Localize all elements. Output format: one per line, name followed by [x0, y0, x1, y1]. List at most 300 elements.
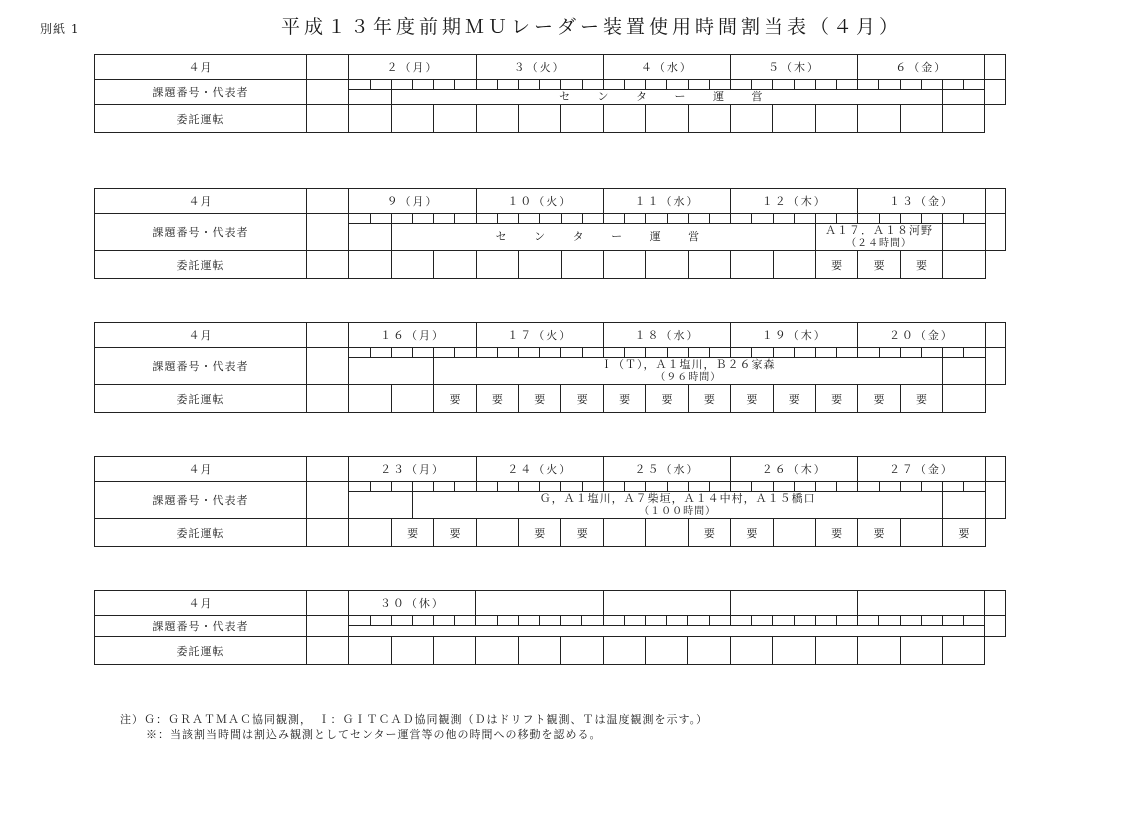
day-header [730, 591, 857, 616]
outsource-cell [942, 637, 984, 665]
time-slot [391, 348, 412, 358]
allocation-bar [815, 224, 942, 251]
blank-cell [985, 55, 1006, 80]
time-slot [858, 482, 879, 492]
outsource-cell [434, 385, 476, 413]
required-mark: 要 [746, 526, 758, 540]
time-slot [434, 348, 455, 358]
time-slot [561, 616, 582, 626]
time-slot [412, 80, 433, 90]
blank-cell [307, 348, 349, 385]
time-slot [497, 214, 518, 224]
time-slot [434, 616, 455, 626]
allocation-bar [391, 90, 942, 105]
time-slot [879, 80, 900, 90]
day-header: １９（木） [731, 323, 858, 348]
time-slot [582, 214, 603, 224]
outsource-cell [858, 637, 900, 665]
time-slot [815, 482, 836, 492]
outsource-cell [646, 519, 688, 547]
time-slot [582, 80, 603, 90]
time-slot [773, 80, 794, 90]
time-slot [752, 482, 773, 492]
outsource-cell [561, 251, 603, 279]
row-label-month: ４月 [95, 457, 307, 482]
time-slot [561, 348, 582, 358]
time-slot [476, 348, 497, 358]
row-label-outsource: 委託運転 [95, 519, 307, 547]
day-header: １６（月） [349, 323, 476, 348]
time-slot [497, 616, 518, 626]
time-slot [752, 80, 773, 90]
required-mark: 要 [873, 526, 885, 540]
time-slot [815, 348, 836, 358]
outsource-cell [391, 637, 433, 665]
time-slot [646, 616, 667, 626]
time-slot [349, 616, 370, 626]
time-slot [413, 214, 434, 224]
empty-slot [349, 90, 391, 105]
blank-cell [307, 189, 349, 214]
outsource-cell [603, 251, 645, 279]
time-slot [815, 214, 836, 224]
time-slot [731, 348, 752, 358]
time-slot [837, 214, 858, 224]
outsource-cell [730, 105, 772, 133]
time-slot [349, 214, 370, 224]
time-slot [730, 80, 751, 90]
time-slot [815, 80, 836, 90]
outsource-cell [688, 519, 730, 547]
required-mark: 要 [534, 392, 546, 406]
empty-slot [943, 224, 985, 251]
time-slot [879, 348, 900, 358]
outsource-cell [943, 519, 985, 547]
outsource-cell [646, 251, 688, 279]
required-mark: 要 [958, 526, 970, 540]
required-mark: 要 [831, 392, 843, 406]
outsource-cell [773, 519, 815, 547]
time-slot [964, 80, 985, 90]
time-slot [476, 80, 497, 90]
time-slot [624, 80, 645, 90]
required-mark: 要 [831, 526, 843, 540]
required-mark: 要 [449, 526, 461, 540]
required-mark: 要 [449, 392, 461, 406]
row-label-project: 課題番号・代表者 [95, 482, 307, 519]
day-header: １１（水） [603, 189, 730, 214]
required-mark: 要 [576, 526, 588, 540]
outsource-cell [434, 105, 476, 133]
time-slot [858, 616, 879, 626]
time-slot [625, 482, 646, 492]
blank-cell [306, 591, 348, 616]
time-slot [964, 214, 985, 224]
time-slot [688, 616, 709, 626]
time-slot [497, 80, 518, 90]
time-slot [412, 616, 433, 626]
time-slot [836, 80, 857, 90]
allocation-label: Ｉ（Ｔ），Ａ１塩川，Ｂ２６家森 [600, 358, 776, 371]
empty-slot [942, 90, 984, 105]
outsource-cell [603, 519, 645, 547]
day-header: １０（火） [476, 189, 603, 214]
time-slot [900, 616, 921, 626]
outsource-cell [730, 637, 772, 665]
outsource-cell [900, 519, 942, 547]
allocation-bar [413, 492, 943, 519]
time-slot [391, 482, 412, 492]
blank-cell [306, 55, 348, 80]
time-slot [540, 80, 561, 90]
time-slot [476, 616, 497, 626]
time-slot [349, 80, 370, 90]
time-slot [370, 616, 391, 626]
time-slot [603, 616, 624, 626]
time-slot [625, 348, 646, 358]
time-slot [900, 214, 921, 224]
time-slot [476, 482, 497, 492]
required-mark: 要 [534, 526, 546, 540]
row-label-month: ４月 [95, 189, 307, 214]
outsource-cell [900, 385, 942, 413]
time-slot [688, 482, 709, 492]
row-label-outsource: 委託運転 [95, 105, 307, 133]
time-slot [434, 482, 455, 492]
outsource-cell [731, 251, 773, 279]
outsource-cell [391, 105, 433, 133]
outsource-cell [349, 251, 391, 279]
allocation-hours: （１００時間） [639, 506, 717, 517]
blank-cell [985, 482, 1005, 519]
time-slot [540, 616, 561, 626]
time-slot [370, 214, 391, 224]
outsource-cell [773, 105, 815, 133]
allocation-hours: （９６時間） [655, 372, 722, 383]
outsource-cell [815, 637, 857, 665]
outsource-cell [942, 105, 984, 133]
outsource-cell [349, 519, 391, 547]
outsource-cell [943, 251, 985, 279]
row-label-project: 課題番号・代表者 [95, 80, 307, 105]
time-slot [836, 616, 857, 626]
time-slot [858, 80, 879, 90]
time-slot [667, 80, 688, 90]
blank-cell [985, 616, 1006, 637]
required-mark: 要 [703, 392, 715, 406]
outsource-cell [858, 105, 900, 133]
time-slot [646, 348, 667, 358]
time-slot [413, 482, 434, 492]
required-mark: 要 [873, 258, 885, 272]
time-slot [497, 482, 518, 492]
time-slot [455, 482, 476, 492]
time-slot [921, 214, 942, 224]
time-slot [964, 348, 985, 358]
time-slot [455, 214, 476, 224]
week-grid [94, 456, 1006, 547]
day-header: ２５（水） [603, 457, 730, 482]
attachment-label: 別紙 1 [40, 22, 80, 36]
empty-slot [943, 492, 985, 519]
time-slot [646, 482, 667, 492]
time-slot [582, 616, 603, 626]
blank-cell [985, 80, 1006, 105]
time-slot [370, 482, 391, 492]
empty-slot [943, 358, 985, 385]
time-slot [413, 348, 434, 358]
outsource-cell [391, 519, 433, 547]
week-table [94, 188, 1006, 279]
day-header: ４（水） [603, 55, 730, 80]
outsource-cell [561, 637, 603, 665]
time-slot [646, 80, 667, 90]
outsource-cell [773, 385, 815, 413]
time-slot [709, 482, 730, 492]
time-slot [434, 214, 455, 224]
outsource-cell [731, 519, 773, 547]
blank-cell [307, 323, 349, 348]
time-slot [709, 80, 730, 90]
required-mark: 要 [576, 392, 588, 406]
time-slot [497, 348, 518, 358]
allocation-label: セ ン タ ー 運 営 [559, 90, 775, 103]
outsource-cell [561, 105, 603, 133]
outsource-cell [900, 637, 942, 665]
blank-cell [985, 457, 1005, 482]
time-slot [667, 348, 688, 358]
time-slot [942, 80, 963, 90]
outsource-cell [434, 519, 476, 547]
week-table [94, 322, 1006, 413]
outsource-cell [434, 637, 476, 665]
time-slot [709, 616, 730, 626]
time-slot [688, 348, 709, 358]
time-slot [773, 482, 794, 492]
time-slot [476, 214, 497, 224]
time-slot [879, 616, 900, 626]
time-slot [964, 616, 985, 626]
time-slot [519, 482, 540, 492]
time-slot [709, 348, 730, 358]
time-slot [455, 348, 476, 358]
day-header: ２４（火） [476, 457, 603, 482]
row-label-month: ４月 [95, 55, 307, 80]
time-slot [603, 214, 624, 224]
time-slot [794, 214, 815, 224]
time-slot [688, 80, 709, 90]
required-mark: 要 [831, 258, 843, 272]
time-slot [964, 482, 985, 492]
row-label-month: ４月 [95, 323, 307, 348]
allocation-bar [391, 224, 815, 251]
time-slot [667, 616, 688, 626]
time-slot [455, 80, 476, 90]
time-slot [518, 80, 539, 90]
outsource-cell [519, 251, 561, 279]
outsource-cell [391, 251, 433, 279]
outsource-cell [519, 385, 561, 413]
time-slot [561, 80, 582, 90]
row-label-month: ４月 [95, 591, 307, 616]
time-slot [624, 616, 645, 626]
time-slot [794, 80, 815, 90]
required-mark: 要 [491, 392, 503, 406]
blank-cell [307, 519, 349, 547]
day-header [858, 591, 985, 616]
blank-cell [985, 591, 1006, 616]
time-slot [773, 348, 794, 358]
time-slot [900, 80, 921, 90]
blank-cell [307, 482, 349, 519]
time-slot [582, 482, 603, 492]
time-slot [752, 616, 773, 626]
time-slot [519, 348, 540, 358]
day-header: ３０（休） [349, 591, 476, 616]
outsource-cell [731, 385, 773, 413]
required-mark: 要 [788, 392, 800, 406]
time-slot [625, 214, 646, 224]
time-slot [837, 482, 858, 492]
time-slot [434, 80, 455, 90]
time-slot [773, 616, 794, 626]
time-slot [667, 214, 688, 224]
time-slot [900, 348, 921, 358]
time-slot [391, 616, 412, 626]
required-mark: 要 [703, 526, 715, 540]
outsource-cell [476, 105, 518, 133]
week-table [94, 54, 1006, 133]
outsource-cell [476, 251, 518, 279]
required-mark: 要 [873, 392, 885, 406]
day-header: １８（水） [603, 323, 730, 348]
outsource-cell [646, 637, 688, 665]
time-slot [943, 482, 964, 492]
week-grid [94, 188, 1006, 279]
outsource-cell [434, 251, 476, 279]
time-slot [603, 80, 624, 90]
time-slot [582, 348, 603, 358]
day-header [603, 591, 730, 616]
time-slot [731, 214, 752, 224]
outsource-cell [349, 637, 391, 665]
row-label-project: 課題番号・代表者 [95, 214, 307, 251]
outsource-cell [815, 251, 857, 279]
outsource-cell [773, 251, 815, 279]
time-slot [943, 348, 964, 358]
day-header: １７（火） [476, 323, 603, 348]
time-slot [794, 616, 815, 626]
outsource-cell [943, 385, 985, 413]
time-slot [349, 482, 370, 492]
time-slot [603, 482, 624, 492]
empty-slot [349, 358, 434, 385]
blank-cell [306, 637, 348, 665]
blank-cell [306, 105, 348, 133]
time-slot [349, 348, 370, 358]
time-slot [752, 348, 773, 358]
outsource-cell [561, 385, 603, 413]
blank-cell [985, 189, 1005, 214]
blank-cell [307, 457, 349, 482]
blank-cell [985, 214, 1005, 251]
time-slot [455, 616, 476, 626]
time-slot [837, 348, 858, 358]
day-header: ６（金） [858, 55, 985, 80]
blank-cell [307, 214, 349, 251]
outsource-cell [603, 105, 645, 133]
outsource-cell [646, 385, 688, 413]
required-mark: 要 [915, 258, 927, 272]
outsource-cell [646, 105, 688, 133]
day-header: ５（木） [730, 55, 857, 80]
outsource-cell [815, 105, 857, 133]
day-header: １３（金） [858, 189, 985, 214]
blank-cell [985, 323, 1005, 348]
outsource-cell [476, 637, 518, 665]
day-header: ２７（金） [858, 457, 985, 482]
note-line: 注）Ｇ：ＧＲＡＴＭＡＣ協同観測， Ｉ：ＧＩＴＣＡＤ協同観測（Ｄはドリフト観測、Ｔは温度観測を示す。） [120, 713, 709, 726]
time-slot [943, 214, 964, 224]
time-slot [540, 214, 561, 224]
time-slot [667, 482, 688, 492]
blank-cell [306, 80, 348, 105]
time-slot [603, 348, 624, 358]
time-slot [794, 482, 815, 492]
row-label-project: 課題番号・代表者 [95, 348, 307, 385]
time-slot [540, 482, 561, 492]
time-slot [858, 348, 879, 358]
week-grid [94, 590, 1006, 665]
required-mark: 要 [661, 392, 673, 406]
time-slot [730, 616, 751, 626]
outsource-cell [349, 105, 391, 133]
week-table [94, 590, 1006, 665]
week-grid [94, 54, 1006, 133]
time-slot [731, 482, 752, 492]
blank-cell [307, 251, 349, 279]
row-label-outsource: 委託運転 [95, 251, 307, 279]
outsource-cell [858, 385, 900, 413]
week-table [94, 456, 1006, 547]
time-slot [858, 214, 879, 224]
empty-slot [349, 224, 391, 251]
blank-cell [985, 348, 1005, 385]
time-slot [773, 214, 794, 224]
time-slot [879, 214, 900, 224]
day-header: ２（月） [349, 55, 476, 80]
time-slot [942, 616, 963, 626]
outsource-cell [688, 251, 730, 279]
outsource-cell [476, 519, 518, 547]
outsource-cell [688, 385, 730, 413]
outsource-cell [815, 385, 857, 413]
time-slot [518, 616, 539, 626]
time-slot [646, 214, 667, 224]
time-slot [709, 214, 730, 224]
blank-cell [307, 385, 349, 413]
blank-cell [306, 616, 348, 637]
outsource-cell [561, 519, 603, 547]
outsource-cell [476, 385, 518, 413]
day-header: ２３（月） [349, 457, 476, 482]
allocation-bar [434, 358, 943, 385]
time-slot [519, 214, 540, 224]
time-slot [879, 482, 900, 492]
note-line: ※：当該割当時間は割込み観測としてセンター運営等の他の時間への移動を認める。 [146, 728, 602, 741]
day-header: ９（月） [349, 189, 476, 214]
allocation-label: セ ン タ ー 運 営 [495, 230, 712, 243]
